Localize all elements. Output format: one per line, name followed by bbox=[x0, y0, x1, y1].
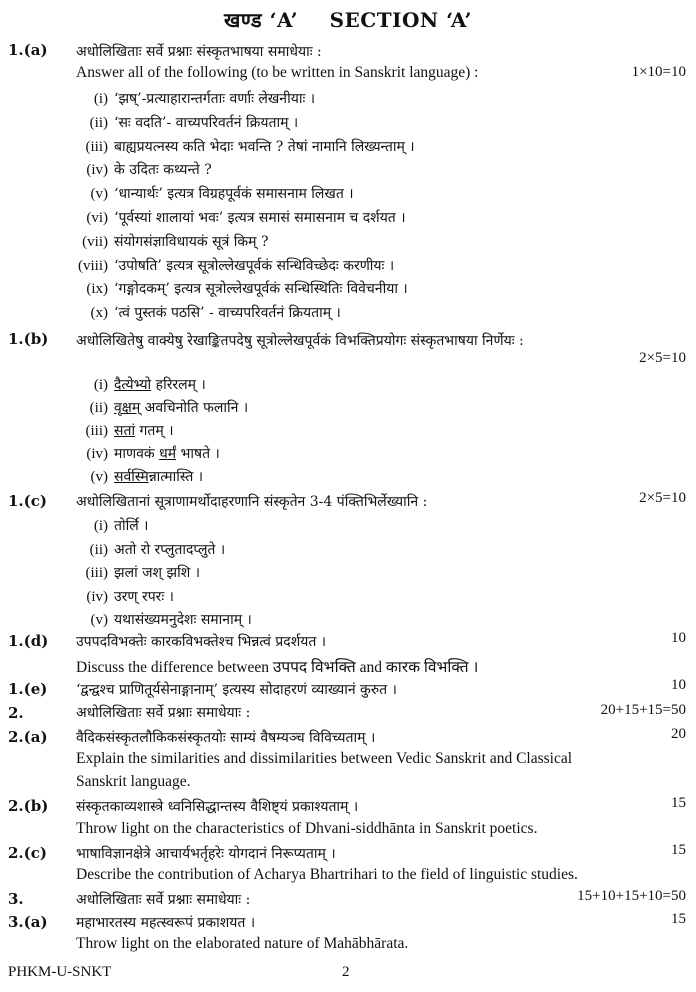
q1a-item-roman: (ii) bbox=[89, 114, 108, 131]
q1c-item-text: उरण् रपरः । bbox=[114, 588, 174, 605]
q1b-item bbox=[78, 467, 203, 486]
q1a-item-roman: (ix) bbox=[86, 281, 108, 298]
q3a-marks: 15 bbox=[671, 911, 686, 927]
q2c-sanskrit: भाषाविज्ञानक्षेत्रे आचार्यभर्तृहरेः योगदानं निरूप्यताम् । bbox=[76, 846, 336, 862]
q1c-item bbox=[78, 587, 174, 606]
q2a-marks: 20 bbox=[671, 726, 686, 742]
q1a-item-roman: (vi) bbox=[86, 210, 108, 226]
q1c-item bbox=[78, 540, 225, 559]
q1b-item bbox=[78, 421, 174, 440]
q2a-sanskrit: वैदिकसंस्कृतलौकिकसंस्कृतयोः साम्यं वैषम्यञ्च विविच्यताम् । bbox=[76, 730, 376, 746]
q1b-item-roman: (ii) bbox=[89, 400, 108, 416]
q1a-item-text: ‘उपोषति’ इत्यत्र सूत्रोल्लेखपूर्वकं सन्धिविच्छेदः करणीयः । bbox=[114, 257, 395, 274]
q1a-item bbox=[78, 160, 212, 179]
q1b-item-underlined: सतां bbox=[114, 423, 136, 439]
q1a-marks: 1×10=10 bbox=[631, 64, 686, 80]
q1b-sanskrit: अधोलिखितेषु वाक्येषु रेखाङ्कितपदेषु सूत्रोल्लेखपूर्वकं विभक्तिप्रयोगः संस्कृतभाषया निर्णेयः : bbox=[76, 333, 524, 349]
q1c-item-text: तोर्लि । bbox=[114, 518, 149, 534]
q1a-item bbox=[78, 303, 341, 322]
q3a-sanskrit: महाभारतस्य महत्स्वरूपं प्रकाशयत । bbox=[76, 915, 256, 931]
q2-sanskrit: अधोलिखिताः सर्वे प्रश्नाः समाधेयाः : bbox=[76, 705, 251, 721]
q1a-item-text: ‘धान्यार्थः’ इत्यत्र विग्रहपूर्वकं समासनाम लिखत । bbox=[114, 186, 354, 203]
q2c-number: 2.(c) bbox=[8, 844, 47, 862]
q2b-english: Throw light on the characteristics of Dhvani-siddhānta in Sanskrit poetics. bbox=[76, 820, 538, 837]
paper-code: PHKM-U-SNKT bbox=[8, 964, 112, 980]
section-header-english: SECTION ‘A’ bbox=[329, 8, 472, 32]
q1c-item bbox=[78, 563, 200, 582]
q1b-item-text: न्नात्मास्ति । bbox=[148, 469, 204, 485]
q1a-item-text: संयोगसंज्ञाविधायकं सूत्रं किम् ? bbox=[114, 233, 269, 250]
q1c-item-text: यथासंख्यमनुदेशः समानाम् । bbox=[114, 612, 252, 628]
q2a-number: 2.(a) bbox=[8, 728, 48, 746]
q1d-english: Discuss the difference between उपपद विभक्ति and कारक विभक्ति । bbox=[76, 659, 479, 676]
q1a-item-text: बाह्यप्रयत्नस्य कति भेदाः भवन्ति ? तेषां नामानि लिख्यन्ताम् । bbox=[114, 138, 415, 155]
q1b-item-text: अवचिनोति फलानि । bbox=[140, 400, 249, 416]
q2a-english-line2: Sanskrit language. bbox=[76, 773, 191, 790]
q2-number: 2. bbox=[8, 704, 24, 722]
q1a-item bbox=[78, 137, 415, 156]
section-header bbox=[0, 6, 696, 33]
q1a-item-text: ‘गङ्गोदकम्’ इत्यत्र सूत्रोल्लेखपूर्वकं सन्धिस्थितिः विवेचनीया । bbox=[114, 281, 408, 298]
q2b-sanskrit: संस्कृतकाव्यशास्त्रे ध्वनिसिद्धान्तस्य वैशिष्ट्यं प्रकाश्यताम् । bbox=[76, 799, 359, 815]
q1b-item-text: गतम् । bbox=[135, 423, 174, 439]
q1d-marks: 10 bbox=[671, 630, 686, 646]
q2b-number: 2.(b) bbox=[8, 797, 49, 815]
q2c-marks: 15 bbox=[671, 842, 686, 858]
q1a-item-roman: (viii) bbox=[78, 257, 108, 274]
q1b-item bbox=[78, 398, 248, 417]
q1a-item bbox=[78, 89, 315, 108]
q1c-item-roman: (iii) bbox=[85, 565, 108, 581]
q1a-item bbox=[78, 208, 406, 227]
q2c-english: Describe the contribution of Acharya Bhartrihari to the field of linguistic studies. bbox=[76, 866, 578, 883]
q1b-item-text: हरिरलम् । bbox=[151, 377, 206, 393]
q1c-item bbox=[78, 610, 252, 629]
q1b-item-prefix: माणवकं bbox=[114, 446, 160, 462]
q1a-item-roman: (v) bbox=[90, 186, 108, 203]
q1e-sanskrit: ‘द्वन्द्वश्च प्राणितूर्यसेनाङ्गानाम्’ इत्यस्य सोदाहरणं व्याख्यानं कुरुत । bbox=[76, 682, 397, 698]
q1a-item-text: ‘त्वं पुस्तकं पठसि’ - वाच्यपरिवर्तनं क्रियताम् । bbox=[114, 305, 341, 322]
q1e-marks: 10 bbox=[671, 677, 686, 693]
q3-sanskrit: अधोलिखिताः सर्वे प्रश्नाः समाधेयाः : bbox=[76, 892, 251, 908]
q1c-item-roman: (i) bbox=[93, 518, 108, 534]
q1a-item-roman: (x) bbox=[90, 305, 108, 322]
q1a-number: 1.(a) bbox=[8, 41, 48, 59]
q1b-item-underlined: सर्वस्मि bbox=[114, 469, 149, 485]
q1a-item-text: के उदितः कथ्यन्ते ? bbox=[114, 162, 212, 179]
q1c-item-roman: (iv) bbox=[86, 588, 108, 605]
q1c-number: 1.(c) bbox=[8, 492, 47, 510]
q1b-item bbox=[78, 375, 206, 394]
q1c-sanskrit: अधोलिखितानां सूत्राणामर्थोदाहरणानि संस्कृतेन 3-4 पंक्तिभिर्लेख्यानि : bbox=[76, 494, 428, 510]
q1b-item-underlined: वृक्षम् bbox=[114, 400, 141, 416]
q1b-number: 1.(b) bbox=[8, 330, 49, 348]
page-number: 2 bbox=[342, 964, 350, 980]
q1a-item-text: ‘झष्’-प्रत्याहारान्तर्गताः वर्णाः लेखनीयाः । bbox=[114, 91, 316, 107]
q1b-item bbox=[78, 444, 220, 463]
q1a-sanskrit: अधोलिखिताः सर्वे प्रश्नाः संस्कृतभाषया समाधेयाः : bbox=[76, 44, 322, 60]
q1a-item-roman: (iii) bbox=[85, 138, 108, 155]
q1a-item bbox=[78, 232, 268, 251]
q1a-english: Answer all of the following (to be written in Sanskrit language) : bbox=[76, 64, 479, 81]
q1a-item bbox=[78, 256, 394, 275]
q1c-item-text: झलां जश् झशि । bbox=[114, 565, 200, 581]
q3a-english: Throw light on the elaborated nature of Mahābhārata. bbox=[76, 935, 409, 952]
q1c-item-text: अतो रो रप्लुतादप्लुते । bbox=[114, 541, 226, 558]
q1b-item-roman: (iv) bbox=[86, 446, 108, 462]
q1a-item-text: ‘सः वदति’- वाच्यपरिवर्तनं क्रियताम् । bbox=[114, 114, 299, 131]
q1a-item-text: ‘पूर्वस्यां शालायां भवः’ इत्यत्र समासं समासनाम च दर्शयत । bbox=[114, 210, 406, 226]
section-header-hindi: खण्ड ‘A’ bbox=[224, 8, 299, 32]
q1a-item-roman: (iv) bbox=[86, 162, 108, 179]
q1b-item-roman: (i) bbox=[93, 377, 108, 393]
q1e-number: 1.(e) bbox=[8, 680, 48, 698]
q2a-english-line1: Explain the similarities and dissimilarities between Vedic Sanskrit and Classical bbox=[76, 750, 573, 767]
q1a-item bbox=[78, 279, 408, 298]
q1a-item bbox=[78, 184, 354, 203]
q1d-number: 1.(d) bbox=[8, 632, 49, 650]
q1b-item-roman: (iii) bbox=[85, 423, 108, 439]
q2-marks: 20+15+15=50 bbox=[600, 702, 686, 718]
q1a-item bbox=[78, 113, 298, 132]
q1d-sanskrit: उपपदविभक्तेः कारकविभक्तेश्च भिन्नत्वं प्रदर्शयत । bbox=[76, 634, 327, 650]
q1b-item-underlined: दैत्येभ्यो bbox=[114, 377, 152, 393]
q3-number: 3. bbox=[8, 890, 24, 908]
q3a-number: 3.(a) bbox=[8, 913, 48, 931]
q2b-marks: 15 bbox=[671, 795, 686, 811]
q1b-item-underlined: धर्मं bbox=[159, 446, 177, 462]
q1b-marks: 2×5=10 bbox=[639, 350, 686, 366]
q1c-item bbox=[78, 516, 148, 535]
q1c-item-roman: (v) bbox=[90, 612, 108, 628]
q1a-item-roman: (i) bbox=[93, 91, 108, 107]
q1c-item-roman: (ii) bbox=[89, 541, 108, 558]
q3-marks: 15+10+15+10=50 bbox=[577, 888, 686, 904]
q1a-item-roman: (vii) bbox=[82, 233, 108, 250]
q1b-item-roman: (v) bbox=[90, 469, 108, 485]
q1b-item-text: भाषते । bbox=[176, 446, 220, 462]
q1c-marks: 2×5=10 bbox=[639, 490, 686, 506]
